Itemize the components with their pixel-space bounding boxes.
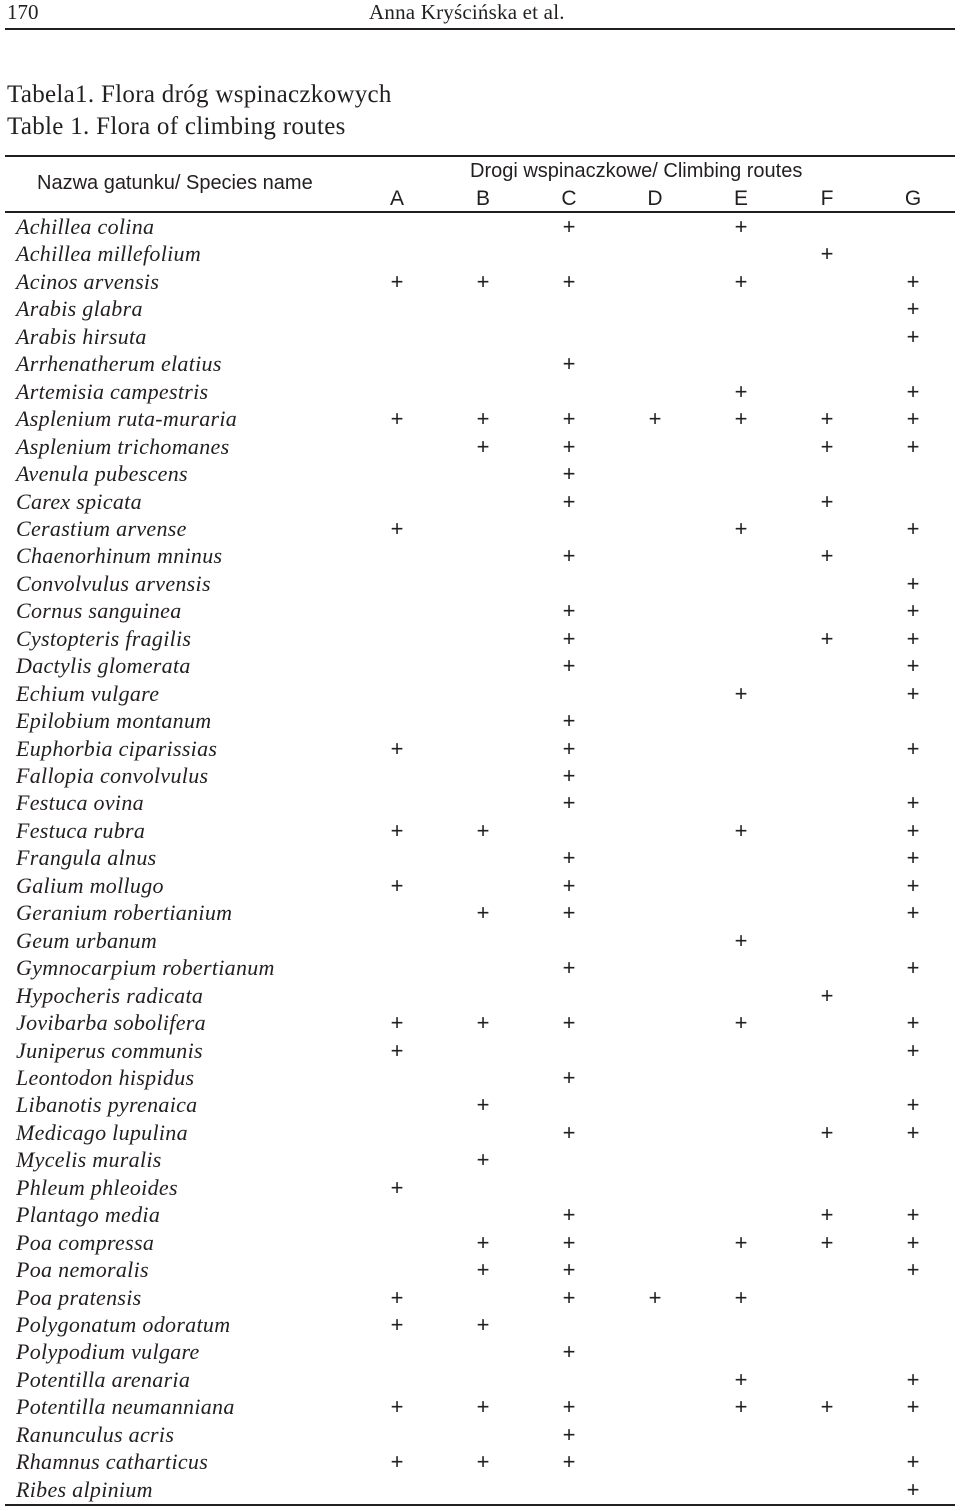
presence-mark-c: + bbox=[562, 625, 576, 651]
table-row bbox=[5, 1366, 955, 1393]
presence-mark-e: + bbox=[734, 214, 748, 239]
species-name: Festuca rubra bbox=[16, 817, 146, 843]
presence-mark-c: + bbox=[562, 488, 576, 514]
presence-mark-c: + bbox=[562, 543, 576, 569]
presence-mark-g: + bbox=[906, 570, 920, 596]
table-row bbox=[5, 1476, 955, 1503]
species-name: Poa pratensis bbox=[16, 1284, 142, 1310]
table-top-rule bbox=[5, 155, 955, 157]
presence-mark-c: + bbox=[562, 351, 576, 377]
presence-mark-g: + bbox=[906, 1394, 920, 1420]
presence-mark-f: + bbox=[820, 1229, 834, 1255]
presence-mark-d: + bbox=[648, 1284, 662, 1310]
species-name: Artemisia campestris bbox=[16, 378, 209, 404]
species-name: Avenula pubescens bbox=[16, 461, 188, 487]
species-name: Asplenium trichomanes bbox=[16, 433, 230, 459]
species-name: Epilobium montanum bbox=[16, 708, 212, 734]
presence-mark-a: + bbox=[390, 1312, 404, 1337]
presence-mark-c: + bbox=[562, 653, 576, 679]
presence-mark-e: + bbox=[734, 680, 748, 706]
presence-mark-a: + bbox=[390, 406, 404, 432]
presence-mark-b: + bbox=[476, 1229, 490, 1255]
species-name: Fallopia convolvulus bbox=[16, 763, 209, 788]
species-name: Libanotis pyrenaica bbox=[16, 1092, 198, 1118]
table-bottom-rule bbox=[5, 1504, 955, 1506]
species-name: Geranium robertianium bbox=[16, 900, 233, 926]
species-name: Convolvulus arvensis bbox=[16, 570, 211, 596]
presence-mark-g: + bbox=[906, 1366, 920, 1392]
running-head-authors: Anna Kryścińska et al. bbox=[369, 0, 565, 24]
presence-mark-f: + bbox=[820, 1394, 834, 1420]
presence-mark-g: + bbox=[906, 378, 920, 404]
presence-mark-f: + bbox=[820, 433, 834, 459]
presence-mark-e: + bbox=[734, 927, 748, 953]
presence-mark-a: + bbox=[390, 735, 404, 761]
presence-mark-c: + bbox=[562, 1064, 576, 1090]
presence-mark-c: + bbox=[562, 872, 576, 898]
presence-mark-a: + bbox=[390, 1010, 404, 1036]
species-name: Medicago lupulina bbox=[16, 1119, 188, 1145]
species-column-header: Nazwa gatunku/ Species name bbox=[37, 172, 313, 194]
presence-mark-a: + bbox=[390, 1284, 404, 1310]
presence-mark-c: + bbox=[562, 1119, 576, 1145]
presence-mark-g: + bbox=[906, 515, 920, 541]
presence-mark-c: + bbox=[562, 1202, 576, 1228]
route-column-header-e: E bbox=[733, 187, 748, 210]
presence-mark-c: + bbox=[562, 790, 576, 816]
table-row bbox=[5, 762, 955, 789]
species-name: Leontodon hispidus bbox=[16, 1064, 195, 1090]
species-name: Asplenium ruta-muraria bbox=[16, 406, 238, 432]
presence-mark-b: + bbox=[476, 900, 490, 926]
table-row bbox=[5, 1448, 955, 1475]
species-name: Arabis glabra bbox=[16, 296, 143, 322]
presence-mark-g: + bbox=[906, 872, 920, 898]
page-header bbox=[0, 0, 960, 30]
species-name: Cerastium arvense bbox=[16, 515, 187, 541]
species-name: Jovibarba sobolifera bbox=[16, 1010, 206, 1036]
presence-mark-g: + bbox=[906, 1229, 920, 1255]
species-name: Arrhenatherum elatius bbox=[16, 351, 222, 377]
table-row bbox=[5, 1009, 955, 1036]
table-row bbox=[5, 1119, 955, 1146]
presence-mark-f: + bbox=[820, 1119, 834, 1145]
species-name: Euphorbia ciparissias bbox=[16, 735, 218, 761]
presence-mark-a: + bbox=[390, 1174, 404, 1200]
presence-mark-f: + bbox=[820, 241, 834, 267]
route-column-header-d: D bbox=[647, 187, 663, 210]
table-row bbox=[5, 405, 955, 432]
table-row bbox=[5, 872, 955, 899]
presence-mark-g: + bbox=[906, 1257, 920, 1283]
presence-mark-c: + bbox=[562, 955, 576, 981]
table-row bbox=[5, 707, 955, 734]
route-column-header-a: A bbox=[389, 187, 404, 210]
presence-mark-c: + bbox=[562, 406, 576, 432]
species-name: Polypodium vulgare bbox=[16, 1339, 200, 1365]
presence-mark-c: + bbox=[562, 1339, 576, 1365]
species-name: Potentilla neumanniana bbox=[16, 1394, 235, 1420]
presence-mark-c: + bbox=[562, 598, 576, 624]
presence-mark-b: + bbox=[476, 1092, 490, 1118]
presence-mark-a: + bbox=[390, 817, 404, 843]
table-row bbox=[5, 1393, 955, 1420]
table-row bbox=[5, 1201, 955, 1228]
presence-mark-e: + bbox=[734, 1394, 748, 1420]
presence-mark-e: + bbox=[734, 1010, 748, 1036]
presence-mark-a: + bbox=[390, 268, 404, 294]
species-name: Poa compressa bbox=[16, 1229, 155, 1255]
species-name: Geum urbanum bbox=[16, 927, 158, 953]
species-name: Echium vulgare bbox=[16, 680, 160, 706]
table-row bbox=[5, 1311, 955, 1338]
species-name: Chaenorhinum mninus bbox=[16, 543, 223, 569]
table-row bbox=[5, 927, 955, 954]
presence-mark-c: + bbox=[562, 433, 576, 459]
presence-mark-f: + bbox=[820, 543, 834, 569]
table-row bbox=[5, 817, 955, 844]
presence-mark-g: + bbox=[906, 296, 920, 322]
table-row bbox=[5, 844, 955, 871]
presence-mark-c: + bbox=[562, 900, 576, 926]
table-row bbox=[5, 625, 955, 652]
presence-mark-g: + bbox=[906, 845, 920, 871]
presence-mark-e: + bbox=[734, 1229, 748, 1255]
table-row bbox=[5, 323, 955, 350]
species-name: Ranunculus acris bbox=[16, 1421, 175, 1447]
route-column-header-f: F bbox=[820, 187, 834, 210]
presence-mark-f: + bbox=[820, 406, 834, 432]
presence-mark-f: + bbox=[820, 488, 834, 514]
presence-mark-c: + bbox=[562, 1229, 576, 1255]
route-column-header-c: C bbox=[561, 187, 577, 210]
species-name: Frangula alnus bbox=[16, 845, 157, 871]
table-row bbox=[5, 570, 955, 597]
presence-mark-b: + bbox=[476, 1257, 490, 1283]
table-row bbox=[5, 1091, 955, 1118]
table-row bbox=[5, 652, 955, 679]
species-name: Polygonatum odoratum bbox=[16, 1312, 231, 1337]
presence-mark-e: + bbox=[734, 817, 748, 843]
presence-mark-g: + bbox=[906, 817, 920, 843]
presence-mark-c: + bbox=[562, 1421, 576, 1447]
presence-mark-c: + bbox=[562, 461, 576, 487]
presence-mark-c: + bbox=[562, 845, 576, 871]
presence-mark-b: + bbox=[476, 268, 490, 294]
species-name: Rhamnus catharticus bbox=[16, 1449, 209, 1475]
species-name: Juniperus communis bbox=[16, 1037, 203, 1063]
species-name: Plantago media bbox=[16, 1202, 161, 1228]
presence-mark-g: + bbox=[906, 598, 920, 624]
presence-mark-c: + bbox=[562, 1394, 576, 1420]
presence-mark-c: + bbox=[562, 735, 576, 761]
table-row bbox=[5, 1284, 955, 1311]
table-row bbox=[5, 1037, 955, 1064]
table-row bbox=[5, 268, 955, 295]
species-name: Carex spicata bbox=[16, 488, 142, 514]
species-name: Phleum phleoides bbox=[16, 1174, 178, 1200]
presence-mark-g: + bbox=[906, 323, 920, 349]
presence-mark-d: + bbox=[648, 406, 662, 432]
species-name: Arabis hirsuta bbox=[16, 323, 147, 349]
species-name: Achillea millefolium bbox=[16, 241, 202, 267]
presence-mark-e: + bbox=[734, 268, 748, 294]
table-caption-polish: Tabela1. Flora dróg wspinaczkowych bbox=[7, 81, 392, 108]
species-name: Poa nemoralis bbox=[16, 1257, 149, 1283]
presence-mark-c: + bbox=[562, 763, 576, 788]
species-name: Hypocheris radicata bbox=[16, 982, 204, 1008]
table-row bbox=[5, 680, 955, 707]
species-name: Galium mollugo bbox=[16, 872, 164, 898]
route-letter-headers bbox=[5, 186, 955, 212]
presence-mark-g: + bbox=[906, 653, 920, 679]
presence-mark-c: + bbox=[562, 1449, 576, 1475]
presence-mark-e: + bbox=[734, 1284, 748, 1310]
table-row bbox=[5, 1064, 955, 1091]
table-row bbox=[5, 954, 955, 981]
route-column-header-b: B bbox=[475, 187, 490, 210]
presence-mark-f: + bbox=[820, 625, 834, 651]
presence-mark-g: + bbox=[906, 268, 920, 294]
presence-mark-a: + bbox=[390, 1037, 404, 1063]
table-row bbox=[5, 1174, 955, 1201]
presence-mark-b: + bbox=[476, 1394, 490, 1420]
species-name: Potentilla arenaria bbox=[16, 1366, 191, 1392]
table-row bbox=[5, 295, 955, 322]
route-column-header-g: G bbox=[904, 187, 922, 210]
presence-mark-g: + bbox=[906, 433, 920, 459]
presence-mark-b: + bbox=[476, 1449, 490, 1475]
table-row bbox=[5, 1338, 955, 1365]
table-caption-english: Table 1. Flora of climbing routes bbox=[7, 113, 346, 140]
presence-mark-c: + bbox=[562, 1010, 576, 1036]
presence-mark-g: + bbox=[906, 1202, 920, 1228]
species-name: Dactylis glomerata bbox=[16, 653, 191, 679]
presence-mark-b: + bbox=[476, 1010, 490, 1036]
species-name: Ribes alpinium bbox=[16, 1476, 153, 1502]
species-name: Achillea colina bbox=[16, 214, 155, 239]
table-row bbox=[5, 378, 955, 405]
table-row bbox=[5, 789, 955, 816]
presence-mark-b: + bbox=[476, 817, 490, 843]
table-row bbox=[5, 350, 955, 377]
table-row bbox=[5, 1146, 955, 1173]
presence-mark-g: + bbox=[906, 790, 920, 816]
presence-mark-b: + bbox=[476, 406, 490, 432]
presence-mark-g: + bbox=[906, 1010, 920, 1036]
presence-mark-g: + bbox=[906, 1119, 920, 1145]
table-row bbox=[5, 899, 955, 926]
presence-mark-e: + bbox=[734, 406, 748, 432]
presence-mark-f: + bbox=[820, 982, 834, 1008]
presence-mark-g: + bbox=[906, 680, 920, 706]
table-row bbox=[5, 542, 955, 569]
presence-mark-g: + bbox=[906, 1449, 920, 1475]
presence-mark-b: + bbox=[476, 433, 490, 459]
presence-mark-c: + bbox=[562, 268, 576, 294]
routes-column-group-header: Drogi wspinaczkowe/ Climbing routes bbox=[470, 160, 803, 182]
table-row bbox=[5, 735, 955, 762]
presence-mark-g: + bbox=[906, 1092, 920, 1118]
table-row bbox=[5, 597, 955, 624]
presence-mark-c: + bbox=[562, 1284, 576, 1310]
species-name: Acinos arvensis bbox=[16, 268, 160, 294]
presence-mark-g: + bbox=[906, 1037, 920, 1063]
presence-mark-g: + bbox=[906, 735, 920, 761]
presence-mark-b: + bbox=[476, 1147, 490, 1173]
presence-mark-a: + bbox=[390, 515, 404, 541]
species-name: Gymnocarpium robertianum bbox=[16, 955, 275, 981]
table-row bbox=[5, 460, 955, 487]
presence-mark-a: + bbox=[390, 1449, 404, 1475]
presence-mark-g: + bbox=[906, 406, 920, 432]
table-row bbox=[5, 515, 955, 542]
presence-mark-c: + bbox=[562, 1257, 576, 1283]
table-row bbox=[5, 1256, 955, 1283]
presence-mark-e: + bbox=[734, 515, 748, 541]
header-rule bbox=[5, 28, 955, 30]
table-row bbox=[5, 982, 955, 1009]
presence-mark-f: + bbox=[820, 1202, 834, 1228]
table-row bbox=[5, 1421, 955, 1448]
presence-mark-g: + bbox=[906, 900, 920, 926]
presence-mark-c: + bbox=[562, 214, 576, 239]
table-row bbox=[5, 488, 955, 515]
species-name: Mycelis muralis bbox=[16, 1147, 162, 1173]
presence-mark-c: + bbox=[562, 708, 576, 734]
presence-mark-e: + bbox=[734, 1366, 748, 1392]
presence-mark-e: + bbox=[734, 378, 748, 404]
table-row bbox=[5, 433, 955, 460]
species-name: Cornus sanguinea bbox=[16, 598, 182, 624]
table-row bbox=[5, 240, 955, 267]
presence-mark-a: + bbox=[390, 872, 404, 898]
presence-mark-b: + bbox=[476, 1312, 490, 1337]
presence-mark-a: + bbox=[390, 1394, 404, 1420]
presence-mark-g: + bbox=[906, 955, 920, 981]
table-row bbox=[5, 1229, 955, 1256]
presence-mark-g: + bbox=[906, 625, 920, 651]
page-number: 170 bbox=[7, 0, 39, 24]
species-name: Cystopteris fragilis bbox=[16, 625, 192, 651]
species-name: Festuca ovina bbox=[16, 790, 144, 816]
table-row bbox=[5, 213, 955, 240]
presence-mark-g: + bbox=[906, 1476, 920, 1502]
